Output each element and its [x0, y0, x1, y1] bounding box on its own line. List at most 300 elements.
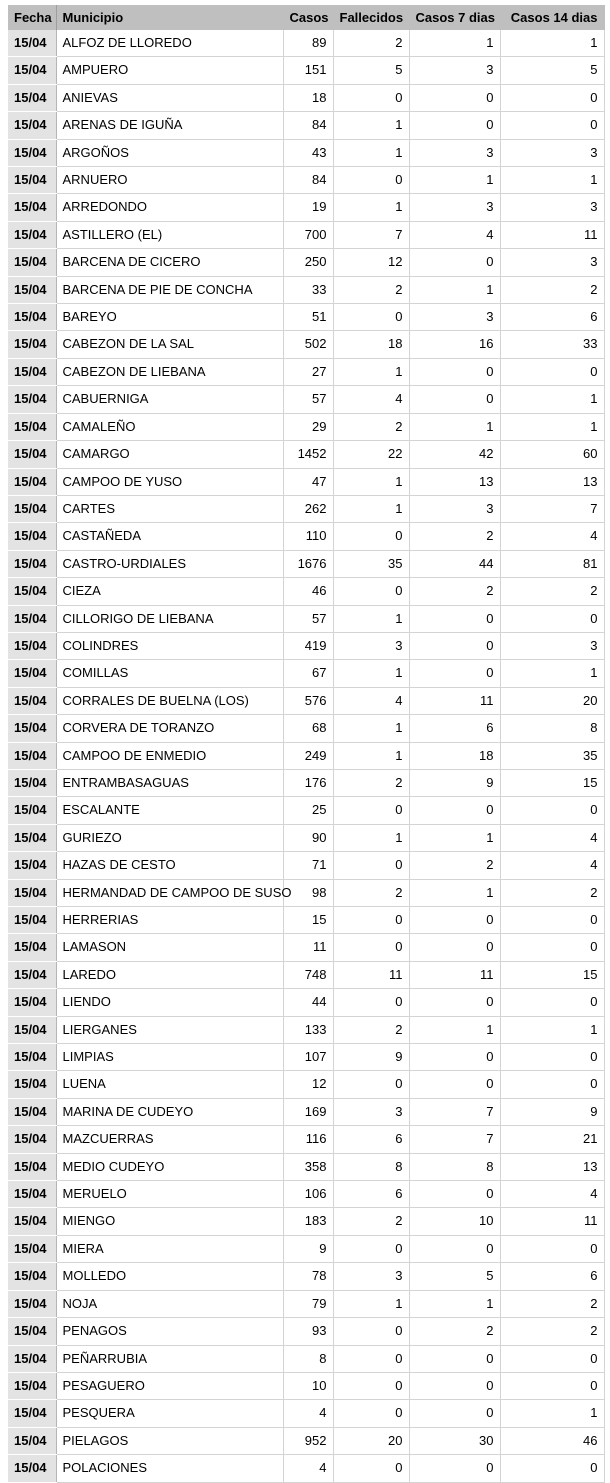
- cell-fecha[interactable]: 15/04: [8, 907, 56, 934]
- cell-casos-14-dias[interactable]: 8: [500, 715, 604, 742]
- cell-fecha[interactable]: 15/04: [8, 1290, 56, 1317]
- table-row[interactable]: [8, 715, 604, 742]
- cell-casos-7-dias[interactable]: 3: [409, 139, 500, 166]
- cell-fecha[interactable]: 15/04: [8, 112, 56, 139]
- cell-casos-14-dias[interactable]: 60: [500, 441, 604, 468]
- cell-fecha[interactable]: 15/04: [8, 1208, 56, 1235]
- cell-municipio[interactable]: HERRERIAS: [56, 907, 283, 934]
- cell-fallecidos[interactable]: 8: [333, 1153, 409, 1180]
- cell-fallecidos[interactable]: 4: [333, 687, 409, 714]
- cell-casos-7-dias[interactable]: 0: [409, 386, 500, 413]
- cell-fecha[interactable]: 15/04: [8, 84, 56, 111]
- cell-casos-7-dias[interactable]: 0: [409, 797, 500, 824]
- cell-municipio[interactable]: MARINA DE CUDEYO: [56, 1098, 283, 1125]
- cell-fallecidos[interactable]: 6: [333, 1126, 409, 1153]
- cell-fallecidos[interactable]: 0: [333, 1372, 409, 1399]
- cell-fallecidos[interactable]: 6: [333, 1181, 409, 1208]
- cell-casos-7-dias[interactable]: 7: [409, 1126, 500, 1153]
- cell-fallecidos[interactable]: 1: [333, 139, 409, 166]
- cell-casos-14-dias[interactable]: 0: [500, 1071, 604, 1098]
- cell-casos-7-dias[interactable]: 0: [409, 934, 500, 961]
- cell-fallecidos[interactable]: 2: [333, 1208, 409, 1235]
- cell-fallecidos[interactable]: 2: [333, 276, 409, 303]
- cell-casos-7-dias[interactable]: 4: [409, 221, 500, 248]
- cell-fallecidos[interactable]: 22: [333, 441, 409, 468]
- cell-casos-14-dias[interactable]: 6: [500, 1263, 604, 1290]
- table-row[interactable]: [8, 605, 604, 632]
- cell-municipio[interactable]: ALFOZ DE LLOREDO: [56, 30, 283, 57]
- cell-casos[interactable]: 4: [283, 1455, 333, 1482]
- table-row[interactable]: [8, 413, 604, 440]
- table-row[interactable]: [8, 468, 604, 495]
- table-row[interactable]: [8, 1372, 604, 1399]
- cell-casos[interactable]: 4: [283, 1400, 333, 1427]
- cell-municipio[interactable]: PEÑARRUBIA: [56, 1345, 283, 1372]
- cell-fecha[interactable]: 15/04: [8, 824, 56, 851]
- cell-municipio[interactable]: ANIEVAS: [56, 84, 283, 111]
- cell-casos-7-dias[interactable]: 11: [409, 961, 500, 988]
- cell-municipio[interactable]: ESCALANTE: [56, 797, 283, 824]
- cell-casos-14-dias[interactable]: 1: [500, 30, 604, 57]
- cell-casos[interactable]: 107: [283, 1044, 333, 1071]
- cell-fallecidos[interactable]: 2: [333, 769, 409, 796]
- cell-casos-14-dias[interactable]: 0: [500, 84, 604, 111]
- cell-casos-7-dias[interactable]: 1: [409, 1016, 500, 1043]
- table-row[interactable]: [8, 1126, 604, 1153]
- cell-fecha[interactable]: 15/04: [8, 879, 56, 906]
- cell-fecha[interactable]: 15/04: [8, 331, 56, 358]
- table-row[interactable]: [8, 934, 604, 961]
- cell-casos-14-dias[interactable]: 2: [500, 276, 604, 303]
- table-row[interactable]: [8, 989, 604, 1016]
- cell-casos[interactable]: 46: [283, 578, 333, 605]
- cell-casos-14-dias[interactable]: 1: [500, 660, 604, 687]
- cell-municipio[interactable]: CASTAÑEDA: [56, 523, 283, 550]
- cell-casos-14-dias[interactable]: 7: [500, 495, 604, 522]
- cell-casos-14-dias[interactable]: 6: [500, 304, 604, 331]
- table-row[interactable]: [8, 386, 604, 413]
- cell-casos-7-dias[interactable]: 0: [409, 1044, 500, 1071]
- cell-casos-14-dias[interactable]: 4: [500, 824, 604, 851]
- cell-casos-7-dias[interactable]: 1: [409, 413, 500, 440]
- cell-casos[interactable]: 151: [283, 57, 333, 84]
- cell-fecha[interactable]: 15/04: [8, 605, 56, 632]
- cell-casos-7-dias[interactable]: 1: [409, 276, 500, 303]
- cell-fallecidos[interactable]: 0: [333, 1071, 409, 1098]
- cell-casos[interactable]: 84: [283, 167, 333, 194]
- cell-casos-14-dias[interactable]: 3: [500, 249, 604, 276]
- cell-fecha[interactable]: 15/04: [8, 1372, 56, 1399]
- table-row[interactable]: [8, 84, 604, 111]
- cell-municipio[interactable]: PIELAGOS: [56, 1427, 283, 1454]
- cell-municipio[interactable]: CIEZA: [56, 578, 283, 605]
- cell-casos-14-dias[interactable]: 3: [500, 194, 604, 221]
- cell-municipio[interactable]: POLACIONES: [56, 1455, 283, 1482]
- cell-municipio[interactable]: ENTRAMBASAGUAS: [56, 769, 283, 796]
- cell-municipio[interactable]: HERMANDAD DE CAMPOO DE SUSO: [56, 879, 283, 906]
- cell-casos-7-dias[interactable]: 7: [409, 1098, 500, 1125]
- cell-fallecidos[interactable]: 1: [333, 358, 409, 385]
- table-viewport[interactable]: [8, 5, 610, 1476]
- cell-fecha[interactable]: 15/04: [8, 852, 56, 879]
- cell-fallecidos[interactable]: 20: [333, 1427, 409, 1454]
- table-row[interactable]: [8, 1153, 604, 1180]
- cell-casos[interactable]: 57: [283, 386, 333, 413]
- cell-casos[interactable]: 502: [283, 331, 333, 358]
- cell-fallecidos[interactable]: 0: [333, 523, 409, 550]
- cell-casos-7-dias[interactable]: 2: [409, 578, 500, 605]
- cell-casos-7-dias[interactable]: 13: [409, 468, 500, 495]
- cell-fecha[interactable]: 15/04: [8, 1044, 56, 1071]
- cell-municipio[interactable]: BARCENA DE CICERO: [56, 249, 283, 276]
- cell-fallecidos[interactable]: 2: [333, 879, 409, 906]
- cell-casos-7-dias[interactable]: 0: [409, 1181, 500, 1208]
- cell-casos-14-dias[interactable]: 35: [500, 742, 604, 769]
- cell-fecha[interactable]: 15/04: [8, 413, 56, 440]
- table-row[interactable]: [8, 30, 604, 57]
- table-row[interactable]: [8, 1455, 604, 1482]
- cell-casos-7-dias[interactable]: 0: [409, 605, 500, 632]
- table-row[interactable]: [8, 1235, 604, 1262]
- cell-casos-7-dias[interactable]: 42: [409, 441, 500, 468]
- table-row[interactable]: [8, 1016, 604, 1043]
- cell-casos[interactable]: 262: [283, 495, 333, 522]
- table-row[interactable]: [8, 660, 604, 687]
- cell-casos-14-dias[interactable]: 9: [500, 1098, 604, 1125]
- cell-municipio[interactable]: ARNUERO: [56, 167, 283, 194]
- cell-casos[interactable]: 1676: [283, 550, 333, 577]
- cell-casos-14-dias[interactable]: 1: [500, 386, 604, 413]
- table-row[interactable]: [8, 1318, 604, 1345]
- cell-fecha[interactable]: 15/04: [8, 221, 56, 248]
- cell-casos-14-dias[interactable]: 4: [500, 523, 604, 550]
- cell-municipio[interactable]: PESAGUERO: [56, 1372, 283, 1399]
- cell-casos[interactable]: 15: [283, 907, 333, 934]
- table-row[interactable]: [8, 523, 604, 550]
- cell-casos-7-dias[interactable]: 0: [409, 249, 500, 276]
- column-header-casos[interactable]: Casos: [283, 5, 333, 30]
- cell-casos-7-dias[interactable]: 10: [409, 1208, 500, 1235]
- cell-municipio[interactable]: CABUERNIGA: [56, 386, 283, 413]
- cell-casos[interactable]: 19: [283, 194, 333, 221]
- cell-casos-7-dias[interactable]: 0: [409, 1455, 500, 1482]
- table-row[interactable]: [8, 112, 604, 139]
- cell-casos[interactable]: 29: [283, 413, 333, 440]
- table-row[interactable]: [8, 495, 604, 522]
- cell-casos-14-dias[interactable]: 0: [500, 605, 604, 632]
- cell-fecha[interactable]: 15/04: [8, 1427, 56, 1454]
- cell-fallecidos[interactable]: 7: [333, 221, 409, 248]
- cell-casos-14-dias[interactable]: 11: [500, 1208, 604, 1235]
- cell-municipio[interactable]: ASTILLERO (EL): [56, 221, 283, 248]
- cell-casos-14-dias[interactable]: 1: [500, 1400, 604, 1427]
- cell-casos[interactable]: 748: [283, 961, 333, 988]
- cell-casos-14-dias[interactable]: 0: [500, 1345, 604, 1372]
- cell-casos-14-dias[interactable]: 3: [500, 139, 604, 166]
- cell-casos-14-dias[interactable]: 13: [500, 468, 604, 495]
- cell-municipio[interactable]: ARENAS DE IGUÑA: [56, 112, 283, 139]
- cell-fallecidos[interactable]: 0: [333, 797, 409, 824]
- cell-municipio[interactable]: CAMPOO DE YUSO: [56, 468, 283, 495]
- cell-casos-7-dias[interactable]: 0: [409, 1345, 500, 1372]
- column-header-municipio[interactable]: Municipio: [56, 5, 283, 30]
- cell-casos-14-dias[interactable]: 0: [500, 907, 604, 934]
- cell-municipio[interactable]: ARREDONDO: [56, 194, 283, 221]
- cell-fallecidos[interactable]: 1: [333, 112, 409, 139]
- cell-fecha[interactable]: 15/04: [8, 1181, 56, 1208]
- cell-fecha[interactable]: 15/04: [8, 304, 56, 331]
- column-header-fallecidos[interactable]: Fallecidos: [333, 5, 409, 30]
- cell-municipio[interactable]: LAMASON: [56, 934, 283, 961]
- cell-fecha[interactable]: 15/04: [8, 441, 56, 468]
- cell-municipio[interactable]: MOLLEDO: [56, 1263, 283, 1290]
- cell-casos[interactable]: 68: [283, 715, 333, 742]
- cell-fecha[interactable]: 15/04: [8, 1016, 56, 1043]
- cell-casos-7-dias[interactable]: 0: [409, 989, 500, 1016]
- cell-casos-14-dias[interactable]: 1: [500, 413, 604, 440]
- table-row[interactable]: [8, 961, 604, 988]
- table-row[interactable]: [8, 331, 604, 358]
- cell-municipio[interactable]: CABEZON DE LIEBANA: [56, 358, 283, 385]
- cell-casos-7-dias[interactable]: 18: [409, 742, 500, 769]
- table-row[interactable]: [8, 907, 604, 934]
- cell-casos-7-dias[interactable]: 0: [409, 1400, 500, 1427]
- cell-municipio[interactable]: CAMARGO: [56, 441, 283, 468]
- cell-casos-7-dias[interactable]: 0: [409, 112, 500, 139]
- cell-casos-14-dias[interactable]: 0: [500, 1235, 604, 1262]
- cell-casos-7-dias[interactable]: 1: [409, 167, 500, 194]
- cell-casos-14-dias[interactable]: 3: [500, 632, 604, 659]
- cell-fecha[interactable]: 15/04: [8, 1071, 56, 1098]
- table-row[interactable]: [8, 742, 604, 769]
- cell-municipio[interactable]: BAREYO: [56, 304, 283, 331]
- cell-casos[interactable]: 78: [283, 1263, 333, 1290]
- cell-casos-7-dias[interactable]: 3: [409, 304, 500, 331]
- cell-fecha[interactable]: 15/04: [8, 1318, 56, 1345]
- cell-fallecidos[interactable]: 5: [333, 57, 409, 84]
- cell-municipio[interactable]: CORRALES DE BUELNA (LOS): [56, 687, 283, 714]
- cell-casos[interactable]: 25: [283, 797, 333, 824]
- cell-casos-7-dias[interactable]: 3: [409, 495, 500, 522]
- cell-municipio[interactable]: CORVERA DE TORANZO: [56, 715, 283, 742]
- cell-municipio[interactable]: CASTRO-URDIALES: [56, 550, 283, 577]
- table-row[interactable]: [8, 358, 604, 385]
- table-row[interactable]: [8, 276, 604, 303]
- cell-fecha[interactable]: 15/04: [8, 139, 56, 166]
- cell-casos-7-dias[interactable]: 9: [409, 769, 500, 796]
- cell-municipio[interactable]: MIERA: [56, 1235, 283, 1262]
- cell-fallecidos[interactable]: 0: [333, 1345, 409, 1372]
- table-row[interactable]: [8, 824, 604, 851]
- column-header-casos-7-dias[interactable]: Casos 7 dias: [409, 5, 500, 30]
- cell-fecha[interactable]: 15/04: [8, 1345, 56, 1372]
- cell-casos[interactable]: 1452: [283, 441, 333, 468]
- cell-casos-7-dias[interactable]: 3: [409, 57, 500, 84]
- cell-fallecidos[interactable]: 1: [333, 495, 409, 522]
- cell-municipio[interactable]: CAMALEÑO: [56, 413, 283, 440]
- cell-fallecidos[interactable]: 0: [333, 1235, 409, 1262]
- cell-fallecidos[interactable]: 0: [333, 852, 409, 879]
- cell-casos[interactable]: 51: [283, 304, 333, 331]
- cell-municipio[interactable]: MAZCUERRAS: [56, 1126, 283, 1153]
- cell-fallecidos[interactable]: 1: [333, 742, 409, 769]
- cell-casos-14-dias[interactable]: 0: [500, 934, 604, 961]
- cell-casos[interactable]: 176: [283, 769, 333, 796]
- cell-casos-14-dias[interactable]: 2: [500, 1290, 604, 1317]
- column-header-casos-14-dias[interactable]: Casos 14 dias: [500, 5, 604, 30]
- cell-casos[interactable]: 43: [283, 139, 333, 166]
- cell-casos[interactable]: 250: [283, 249, 333, 276]
- cell-casos-14-dias[interactable]: 0: [500, 1372, 604, 1399]
- cell-casos[interactable]: 116: [283, 1126, 333, 1153]
- cell-fecha[interactable]: 15/04: [8, 523, 56, 550]
- cell-fallecidos[interactable]: 2: [333, 1016, 409, 1043]
- cell-casos[interactable]: 8: [283, 1345, 333, 1372]
- cell-fallecidos[interactable]: 1: [333, 715, 409, 742]
- cell-fallecidos[interactable]: 0: [333, 934, 409, 961]
- cell-municipio[interactable]: NOJA: [56, 1290, 283, 1317]
- cell-municipio[interactable]: LUENA: [56, 1071, 283, 1098]
- table-row[interactable]: [8, 550, 604, 577]
- cell-casos[interactable]: 106: [283, 1181, 333, 1208]
- table-row[interactable]: [8, 1400, 604, 1427]
- cell-casos-14-dias[interactable]: 21: [500, 1126, 604, 1153]
- table-row[interactable]: [8, 852, 604, 879]
- cell-casos-7-dias[interactable]: 1: [409, 824, 500, 851]
- cell-casos-7-dias[interactable]: 0: [409, 632, 500, 659]
- cell-fallecidos[interactable]: 3: [333, 1098, 409, 1125]
- cell-casos[interactable]: 47: [283, 468, 333, 495]
- cell-fecha[interactable]: 15/04: [8, 30, 56, 57]
- table-row[interactable]: [8, 304, 604, 331]
- cell-municipio[interactable]: LAREDO: [56, 961, 283, 988]
- cell-casos[interactable]: 71: [283, 852, 333, 879]
- cell-casos-14-dias[interactable]: 15: [500, 961, 604, 988]
- cell-casos[interactable]: 12: [283, 1071, 333, 1098]
- table-row[interactable]: [8, 194, 604, 221]
- cell-fecha[interactable]: 15/04: [8, 1126, 56, 1153]
- cell-casos[interactable]: 93: [283, 1318, 333, 1345]
- cell-casos[interactable]: 18: [283, 84, 333, 111]
- table-row[interactable]: [8, 1181, 604, 1208]
- table-row[interactable]: [8, 1427, 604, 1454]
- cell-fecha[interactable]: 15/04: [8, 249, 56, 276]
- table-row[interactable]: [8, 167, 604, 194]
- cell-municipio[interactable]: LIENDO: [56, 989, 283, 1016]
- cell-casos[interactable]: 57: [283, 605, 333, 632]
- cell-casos-7-dias[interactable]: 16: [409, 331, 500, 358]
- cell-casos-14-dias[interactable]: 0: [500, 112, 604, 139]
- cell-casos-14-dias[interactable]: 0: [500, 797, 604, 824]
- cell-casos-14-dias[interactable]: 20: [500, 687, 604, 714]
- cell-casos-14-dias[interactable]: 33: [500, 331, 604, 358]
- cell-casos[interactable]: 133: [283, 1016, 333, 1043]
- cell-casos-14-dias[interactable]: 2: [500, 879, 604, 906]
- cell-fallecidos[interactable]: 2: [333, 30, 409, 57]
- cell-casos-7-dias[interactable]: 2: [409, 523, 500, 550]
- cell-fecha[interactable]: 15/04: [8, 715, 56, 742]
- cell-casos-7-dias[interactable]: 0: [409, 660, 500, 687]
- cell-casos-7-dias[interactable]: 0: [409, 1372, 500, 1399]
- cell-casos-14-dias[interactable]: 1: [500, 1016, 604, 1043]
- table-row[interactable]: [8, 1098, 604, 1125]
- cell-fecha[interactable]: 15/04: [8, 386, 56, 413]
- cell-casos-14-dias[interactable]: 15: [500, 769, 604, 796]
- cell-casos-7-dias[interactable]: 1: [409, 30, 500, 57]
- cell-casos[interactable]: 169: [283, 1098, 333, 1125]
- cell-fallecidos[interactable]: 1: [333, 468, 409, 495]
- cell-municipio[interactable]: CARTES: [56, 495, 283, 522]
- cell-fecha[interactable]: 15/04: [8, 989, 56, 1016]
- cell-fecha[interactable]: 15/04: [8, 769, 56, 796]
- cell-fallecidos[interactable]: 1: [333, 1290, 409, 1317]
- cell-municipio[interactable]: AMPUERO: [56, 57, 283, 84]
- cell-fecha[interactable]: 15/04: [8, 358, 56, 385]
- cell-municipio[interactable]: HAZAS DE CESTO: [56, 852, 283, 879]
- cell-municipio[interactable]: CABEZON DE LA SAL: [56, 331, 283, 358]
- cell-casos-14-dias[interactable]: 11: [500, 221, 604, 248]
- cell-municipio[interactable]: MERUELO: [56, 1181, 283, 1208]
- cell-fecha[interactable]: 15/04: [8, 495, 56, 522]
- cell-casos-14-dias[interactable]: 2: [500, 578, 604, 605]
- table-row[interactable]: [8, 797, 604, 824]
- cell-casos-14-dias[interactable]: 4: [500, 852, 604, 879]
- cell-municipio[interactable]: COMILLAS: [56, 660, 283, 687]
- cell-municipio[interactable]: COLINDRES: [56, 632, 283, 659]
- table-row[interactable]: [8, 1345, 604, 1372]
- cell-casos-14-dias[interactable]: 5: [500, 57, 604, 84]
- cell-casos[interactable]: 419: [283, 632, 333, 659]
- cell-casos-14-dias[interactable]: 4: [500, 1181, 604, 1208]
- table-row[interactable]: [8, 578, 604, 605]
- cell-casos-7-dias[interactable]: 0: [409, 907, 500, 934]
- cell-casos-14-dias[interactable]: 0: [500, 1455, 604, 1482]
- table-row[interactable]: [8, 1208, 604, 1235]
- cell-fecha[interactable]: 15/04: [8, 1263, 56, 1290]
- cell-municipio[interactable]: LIMPIAS: [56, 1044, 283, 1071]
- cell-fallecidos[interactable]: 0: [333, 1455, 409, 1482]
- cell-casos-7-dias[interactable]: 44: [409, 550, 500, 577]
- cell-casos-7-dias[interactable]: 0: [409, 358, 500, 385]
- cell-casos-7-dias[interactable]: 8: [409, 1153, 500, 1180]
- cell-casos[interactable]: 89: [283, 30, 333, 57]
- cell-casos[interactable]: 110: [283, 523, 333, 550]
- cell-fallecidos[interactable]: 0: [333, 1318, 409, 1345]
- table-row[interactable]: [8, 687, 604, 714]
- cell-fallecidos[interactable]: 0: [333, 304, 409, 331]
- cell-casos-14-dias[interactable]: 46: [500, 1427, 604, 1454]
- cell-fecha[interactable]: 15/04: [8, 1098, 56, 1125]
- cell-fecha[interactable]: 15/04: [8, 687, 56, 714]
- cell-casos-7-dias[interactable]: 3: [409, 194, 500, 221]
- cell-fecha[interactable]: 15/04: [8, 468, 56, 495]
- cell-municipio[interactable]: MEDIO CUDEYO: [56, 1153, 283, 1180]
- cell-fecha[interactable]: 15/04: [8, 1153, 56, 1180]
- cell-municipio[interactable]: ARGOÑOS: [56, 139, 283, 166]
- cell-fallecidos[interactable]: 3: [333, 632, 409, 659]
- cell-casos-7-dias[interactable]: 1: [409, 1290, 500, 1317]
- cell-fecha[interactable]: 15/04: [8, 797, 56, 824]
- cell-casos-14-dias[interactable]: 0: [500, 989, 604, 1016]
- table-row[interactable]: [8, 441, 604, 468]
- cell-casos[interactable]: 9: [283, 1235, 333, 1262]
- cell-casos-7-dias[interactable]: 0: [409, 84, 500, 111]
- cell-fecha[interactable]: 15/04: [8, 632, 56, 659]
- cell-casos[interactable]: 700: [283, 221, 333, 248]
- cell-fecha[interactable]: 15/04: [8, 961, 56, 988]
- cell-casos-14-dias[interactable]: 81: [500, 550, 604, 577]
- cell-casos-7-dias[interactable]: 5: [409, 1263, 500, 1290]
